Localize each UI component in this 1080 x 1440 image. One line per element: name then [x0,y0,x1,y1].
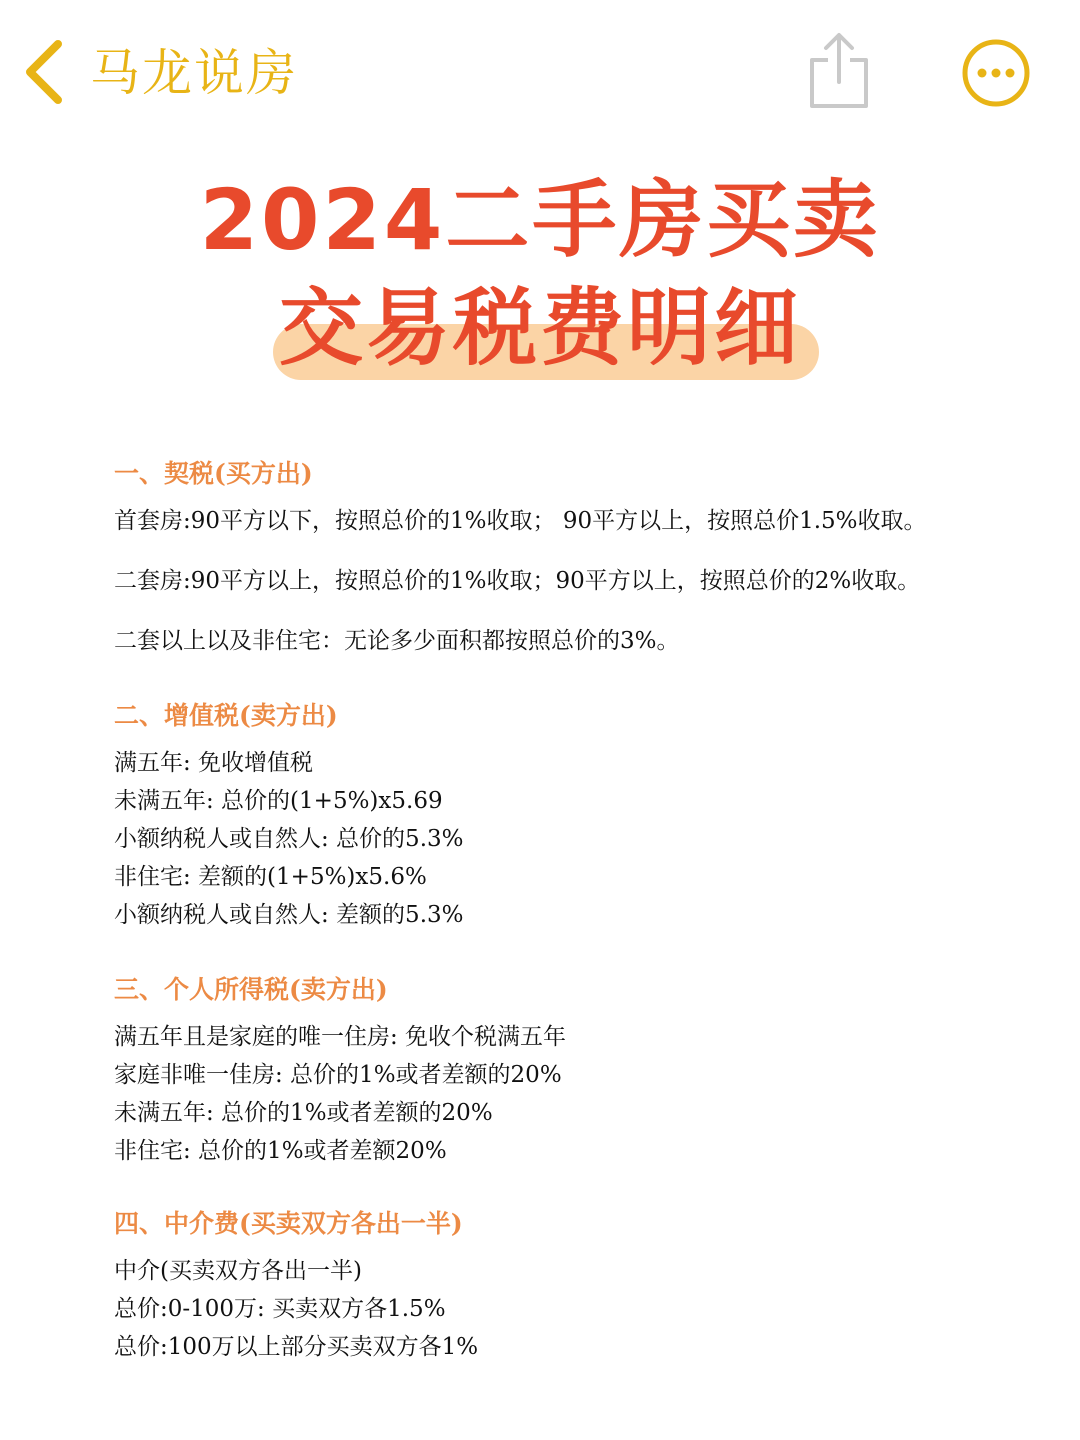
text-line: 总价:0-100万: 买卖双方各1.5% [114,1296,446,1322]
share-button[interactable] [806,30,872,112]
section-title [114,968,392,1012]
post-content [114,452,1014,1366]
text-line: 首套房:90平方以下，按照总价的1%收取； 90平方以上，按照总价1.5%收取。 [114,508,927,534]
section-body [114,1018,1014,1170]
headline-line-1: 2024二手房买卖 [199,171,881,269]
section-title-text: 三、个人所得税(卖方出) [114,975,388,1004]
text-line: 小额纳税人或自然人: 总价的5.3% [114,826,464,852]
text-line: 满五年且是家庭的唯一住房: 免收个税满五年 [114,1024,567,1050]
headline-line-2-wrapper [279,276,801,380]
text-line: 二套以上以及非住宅：无论多少面积都按照总价的3%。 [114,628,680,654]
more-options-button[interactable] [961,38,1031,108]
account-name[interactable]: 马龙说房 [90,44,298,102]
section-title [114,1202,467,1246]
text-line: 小额纳税人或自然人: 差额的5.3% [114,902,464,928]
section-income-tax [114,968,1014,1170]
section-body [114,1252,1014,1366]
section-title-text: 二、增值税(卖方出) [114,701,338,730]
top-navigation-bar [0,0,1080,150]
text-line: 未满五年: 总价的1%或者差额的20% [114,1100,493,1126]
section-title [114,452,317,496]
section-body [114,502,1014,660]
more-icon [961,38,1031,108]
text-line: 未满五年: 总价的(1+5%)x5.69 [114,788,443,814]
chevron-left-icon [18,36,78,108]
section-title-text: 四、中介费(买卖双方各出一半) [114,1209,463,1238]
text-line: 非住宅: 差额的(1+5%)x5.6% [114,864,427,890]
text-line: 中介(买卖双方各出一半) [114,1258,362,1284]
text-line: 非住宅: 总价的1%或者差额20% [114,1138,447,1164]
text-line: 总价:100万以上部分买卖双方各1% [114,1334,479,1360]
share-icon [806,30,872,112]
section-agency-fee [114,1202,1014,1366]
text-line: 二套房:90平方以上，按照总价的1%收取；90平方以上，按照总价的2%收取。 [114,568,921,594]
section-title [114,694,342,738]
text-line: 满五年: 免收增值税 [114,750,314,776]
section-vat [114,694,1014,934]
back-button[interactable] [18,36,78,108]
headline-line-2: 交易税费明细 [278,279,801,377]
text-line: 家庭非唯一佳房: 总价的1%或者差额的20% [114,1062,562,1088]
section-deed-tax [114,452,1014,660]
section-body [114,744,1014,934]
section-title-text: 一、契税(买方出) [114,459,313,488]
headline [0,168,1080,380]
